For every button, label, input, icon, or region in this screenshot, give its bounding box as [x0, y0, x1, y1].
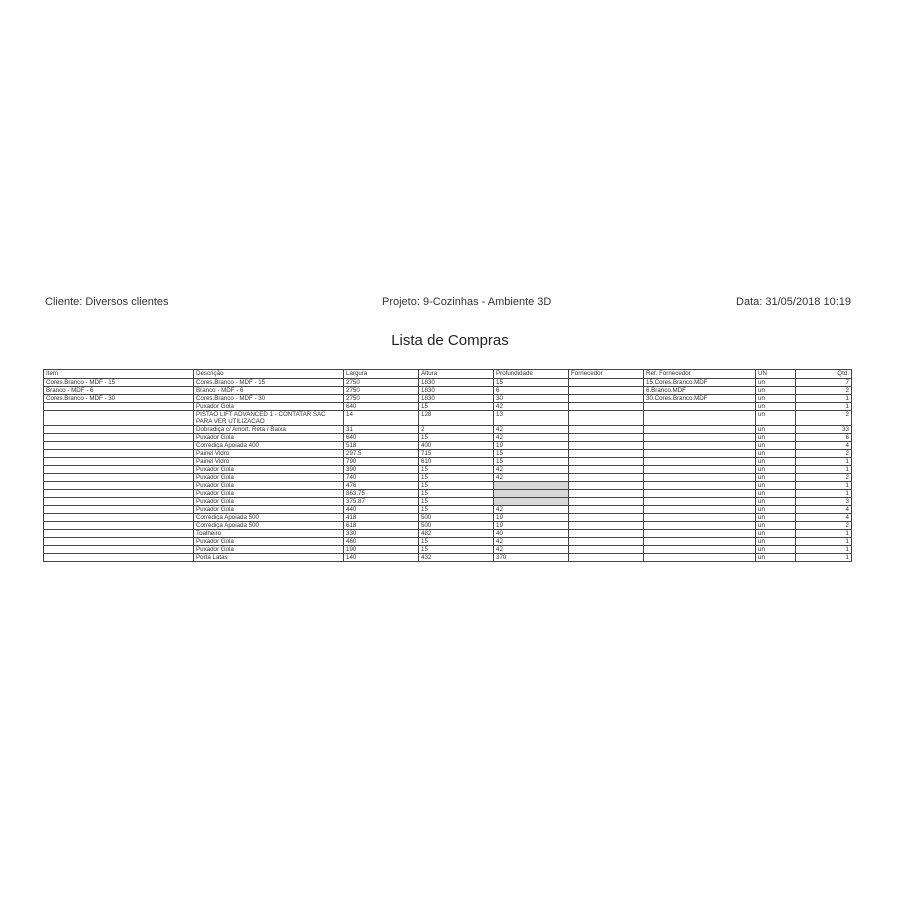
table-row: [44, 387, 852, 395]
table-row: [44, 554, 852, 562]
table-cell: [569, 538, 644, 546]
table-cell: un: [756, 458, 796, 466]
table-row: [44, 522, 852, 530]
table-cell: 15: [419, 474, 494, 482]
table-cell: 2750: [344, 379, 419, 387]
table-row: [44, 395, 852, 403]
table-row: [44, 498, 852, 506]
table-cell: [644, 498, 756, 506]
table-cell: un: [756, 530, 796, 538]
table-cell: [494, 482, 569, 490]
table-cell: 518: [344, 442, 419, 450]
table-cell: [644, 426, 756, 434]
table-cell: 15: [419, 482, 494, 490]
table-cell: 6.Branco.MDF: [644, 387, 756, 395]
table-cell: [569, 426, 644, 434]
table-cell: [644, 546, 756, 554]
table-cell: 15: [419, 434, 494, 442]
table-cell: 440: [344, 506, 419, 514]
table-cell: 19: [494, 442, 569, 450]
table-row: [44, 514, 852, 522]
table-cell: 128: [419, 411, 494, 426]
table-cell: [44, 450, 194, 458]
table-cell: 500: [419, 522, 494, 530]
table-row: [44, 442, 852, 450]
table-cell: [44, 466, 194, 474]
table-cell: 640: [344, 403, 419, 411]
table-body: [44, 379, 852, 562]
table-cell: [644, 530, 756, 538]
table-cell: 2: [419, 426, 494, 434]
table-cell: 15.Cores.Branco.MDF: [644, 379, 756, 387]
column-header: UN: [756, 370, 796, 379]
table-row: [44, 482, 852, 490]
table-cell: 1: [796, 538, 852, 546]
table-cell: [644, 538, 756, 546]
table-cell: 330: [344, 530, 419, 538]
table-cell: 15: [494, 458, 569, 466]
table-cell: 4: [796, 506, 852, 514]
table-cell: un: [756, 554, 796, 562]
table-cell: Branco - MDF - 6: [44, 387, 194, 395]
table-cell: Puxador Gola: [194, 498, 344, 506]
table-cell: [569, 522, 644, 530]
table-row: [44, 458, 852, 466]
table-cell: [44, 482, 194, 490]
table-cell: un: [756, 498, 796, 506]
table-cell: Corrediça Apoiada 500: [194, 514, 344, 522]
table-cell: 460: [344, 538, 419, 546]
table-cell: un: [756, 522, 796, 530]
table-cell: 42: [494, 403, 569, 411]
table-cell: [44, 554, 194, 562]
table-cell: [569, 482, 644, 490]
table-cell: 400: [419, 442, 494, 450]
table-cell: Porta Latas: [194, 554, 344, 562]
table-cell: [644, 474, 756, 482]
table-cell: 2750: [344, 387, 419, 395]
table-cell: [569, 379, 644, 387]
table-cell: 1830: [419, 395, 494, 403]
table-cell: [569, 546, 644, 554]
table-row: [44, 546, 852, 554]
table-cell: un: [756, 395, 796, 403]
table-cell: [644, 434, 756, 442]
table-cell: un: [756, 538, 796, 546]
table-cell: [44, 458, 194, 466]
table-cell: 30.Cores.Branco.MDF: [644, 395, 756, 403]
table-cell: 1: [796, 490, 852, 498]
table-cell: [644, 506, 756, 514]
table-cell: Cores.Branco - MDF - 30: [44, 395, 194, 403]
table-cell: [569, 474, 644, 482]
table-cell: [644, 442, 756, 450]
table-cell: 42: [494, 474, 569, 482]
client-label: Cliente: Diversos clientes: [45, 296, 169, 308]
table-row: [44, 426, 852, 434]
table-cell: 3: [796, 498, 852, 506]
table-cell: [44, 522, 194, 530]
table-row: [44, 411, 852, 426]
table-cell: 476: [344, 482, 419, 490]
table-row: [44, 490, 852, 498]
table-cell: [569, 387, 644, 395]
table-cell: un: [756, 474, 796, 482]
table-cell: Puxador Gola: [194, 434, 344, 442]
table-cell: [44, 403, 194, 411]
table-cell: 15: [419, 506, 494, 514]
table-row: [44, 506, 852, 514]
table-cell: [644, 554, 756, 562]
table-cell: 190: [344, 546, 419, 554]
table-cell: 790: [344, 458, 419, 466]
report-header: [45, 296, 851, 312]
column-header: Item: [44, 370, 194, 379]
table-cell: 2: [796, 411, 852, 426]
column-header: Ref. Fornecedor: [644, 370, 756, 379]
table-cell: 42: [494, 434, 569, 442]
table-cell: [44, 530, 194, 538]
table-cell: [569, 530, 644, 538]
table-cell: 2750: [344, 395, 419, 403]
table-row: [44, 466, 852, 474]
table-cell: 31: [344, 426, 419, 434]
table-cell: [569, 403, 644, 411]
table-cell: [569, 466, 644, 474]
table-cell: un: [756, 387, 796, 395]
table-cell: un: [756, 546, 796, 554]
table-cell: 42: [494, 538, 569, 546]
table-cell: 1: [796, 466, 852, 474]
table-cell: [44, 546, 194, 554]
table-cell: 640: [344, 434, 419, 442]
table-cell: [644, 490, 756, 498]
table-cell: 2: [796, 522, 852, 530]
table-row: [44, 434, 852, 442]
table-cell: Corrediça Apoiada 400: [194, 442, 344, 450]
table-cell: 40: [494, 530, 569, 538]
column-header: Altura: [419, 370, 494, 379]
table-cell: 15: [494, 450, 569, 458]
table-cell: Puxador Gola: [194, 538, 344, 546]
table-cell: [569, 395, 644, 403]
table-cell: 482: [419, 530, 494, 538]
table-cell: [644, 411, 756, 426]
table-cell: 42: [494, 426, 569, 434]
table-cell: [44, 490, 194, 498]
table-cell: [44, 506, 194, 514]
table-row: [44, 403, 852, 411]
table-cell: [569, 434, 644, 442]
table-cell: [569, 442, 644, 450]
table-cell: 2: [796, 450, 852, 458]
table-cell: un: [756, 426, 796, 434]
table-cell: Puxador Gola: [194, 506, 344, 514]
table-cell: [44, 474, 194, 482]
table-cell: Corrediça Apoiada 500: [194, 522, 344, 530]
table-cell: [44, 426, 194, 434]
table-cell: 1: [796, 546, 852, 554]
table-cell: [44, 411, 194, 426]
table-cell: 15: [419, 466, 494, 474]
table-cell: [644, 482, 756, 490]
table-cell: 7: [796, 379, 852, 387]
table-cell: 863.75: [344, 490, 419, 498]
table-cell: 390: [344, 466, 419, 474]
table-cell: un: [756, 442, 796, 450]
table-cell: un: [756, 411, 796, 426]
column-header: Largura: [344, 370, 419, 379]
table-cell: 14: [344, 411, 419, 426]
table-cell: 15: [419, 490, 494, 498]
table-cell: 4: [796, 442, 852, 450]
table-cell: 740: [344, 474, 419, 482]
table-cell: [644, 466, 756, 474]
table-cell: Painel Vidro: [194, 450, 344, 458]
column-header: Profundidade: [494, 370, 569, 379]
table-cell: 6: [494, 387, 569, 395]
project-label: Projeto: 9-Cozinhas - Ambiente 3D: [382, 296, 552, 308]
table-cell: 1: [796, 554, 852, 562]
table-cell: un: [756, 450, 796, 458]
table-cell: PISTAO LIFT ADVANCED 1 - CONTATAR SAC PARA VER UTILIZACAO: [194, 411, 344, 426]
table-cell: 13: [494, 411, 569, 426]
table-cell: 375.87: [344, 498, 419, 506]
table-cell: 140: [344, 554, 419, 562]
table-cell: 1: [796, 530, 852, 538]
table-cell: Puxador Gola: [194, 403, 344, 411]
table-cell: un: [756, 482, 796, 490]
table-cell: Puxador Gola: [194, 482, 344, 490]
table-cell: 1: [796, 403, 852, 411]
table-cell: 2: [796, 387, 852, 395]
table-cell: [569, 554, 644, 562]
table-cell: Puxador Gola: [194, 466, 344, 474]
table-cell: [44, 442, 194, 450]
table-cell: [44, 538, 194, 546]
table-cell: Dobradiça c/ Amort. Reta / Baixa: [194, 426, 344, 434]
table-cell: [644, 403, 756, 411]
table-cell: [569, 498, 644, 506]
table-cell: [644, 522, 756, 530]
column-header: Fornecedor: [569, 370, 644, 379]
purchase-list-table: [43, 369, 852, 562]
table-row: [44, 474, 852, 482]
table-cell: 1: [796, 395, 852, 403]
table-cell: un: [756, 379, 796, 387]
table-cell: 1830: [419, 387, 494, 395]
table-cell: 370: [494, 554, 569, 562]
table-cell: 715: [419, 450, 494, 458]
table-cell: 19: [494, 514, 569, 522]
table-cell: 6: [796, 434, 852, 442]
column-header: Qtd.: [796, 370, 852, 379]
table-row: [44, 450, 852, 458]
table-cell: 42: [494, 466, 569, 474]
table-cell: 15: [419, 538, 494, 546]
table-cell: [644, 450, 756, 458]
table-row: [44, 538, 852, 546]
table-cell: Toalheiro: [194, 530, 344, 538]
table-cell: [44, 434, 194, 442]
date-label: Data: 31/05/2018 10:19: [736, 296, 851, 308]
table-cell: 610: [419, 458, 494, 466]
column-header: Descrição: [194, 370, 344, 379]
table-cell: [44, 498, 194, 506]
table-cell: Cores.Branco - MDF - 15: [194, 379, 344, 387]
table-cell: 42: [494, 546, 569, 554]
table-cell: [569, 506, 644, 514]
table-cell: 15: [419, 546, 494, 554]
table-cell: 1: [796, 482, 852, 490]
table-cell: [494, 490, 569, 498]
table-cell: 15: [419, 498, 494, 506]
table-cell: Puxador Gola: [194, 474, 344, 482]
table-cell: [44, 514, 194, 522]
table-cell: Puxador Gola: [194, 490, 344, 498]
table-cell: [569, 458, 644, 466]
table-cell: 418: [344, 514, 419, 522]
table-cell: 1: [796, 458, 852, 466]
table-cell: un: [756, 514, 796, 522]
table-cell: un: [756, 434, 796, 442]
table-cell: 1830: [419, 379, 494, 387]
table-cell: un: [756, 506, 796, 514]
table-cell: un: [756, 490, 796, 498]
table-cell: un: [756, 403, 796, 411]
table-cell: 19: [494, 522, 569, 530]
table-cell: 42: [494, 506, 569, 514]
table-cell: Branco - MDF - 6: [194, 387, 344, 395]
table-cell: [569, 450, 644, 458]
table-cell: Cores.Branco - MDF - 30: [194, 395, 344, 403]
table-cell: 30: [494, 395, 569, 403]
table-cell: 432: [419, 554, 494, 562]
table-cell: [494, 498, 569, 506]
table-cell: 4: [796, 514, 852, 522]
table-cell: 2: [796, 474, 852, 482]
table-cell: un: [756, 466, 796, 474]
table-cell: 297.5: [344, 450, 419, 458]
table-cell: Cores.Branco - MDF - 15: [44, 379, 194, 387]
document-title: Lista de Compras: [391, 332, 509, 349]
table-row: [44, 379, 852, 387]
table-header-row: [44, 370, 852, 379]
table-cell: 15: [419, 403, 494, 411]
table-cell: Puxador Gola: [194, 546, 344, 554]
table-cell: [644, 514, 756, 522]
table-row: [44, 530, 852, 538]
table-cell: Painel Vidro: [194, 458, 344, 466]
table-cell: [569, 411, 644, 426]
table-cell: 500: [419, 514, 494, 522]
table-cell: [644, 458, 756, 466]
table-cell: [569, 514, 644, 522]
table-cell: 618: [344, 522, 419, 530]
table-cell: [569, 490, 644, 498]
table-cell: 33: [796, 426, 852, 434]
table-cell: 15: [494, 379, 569, 387]
